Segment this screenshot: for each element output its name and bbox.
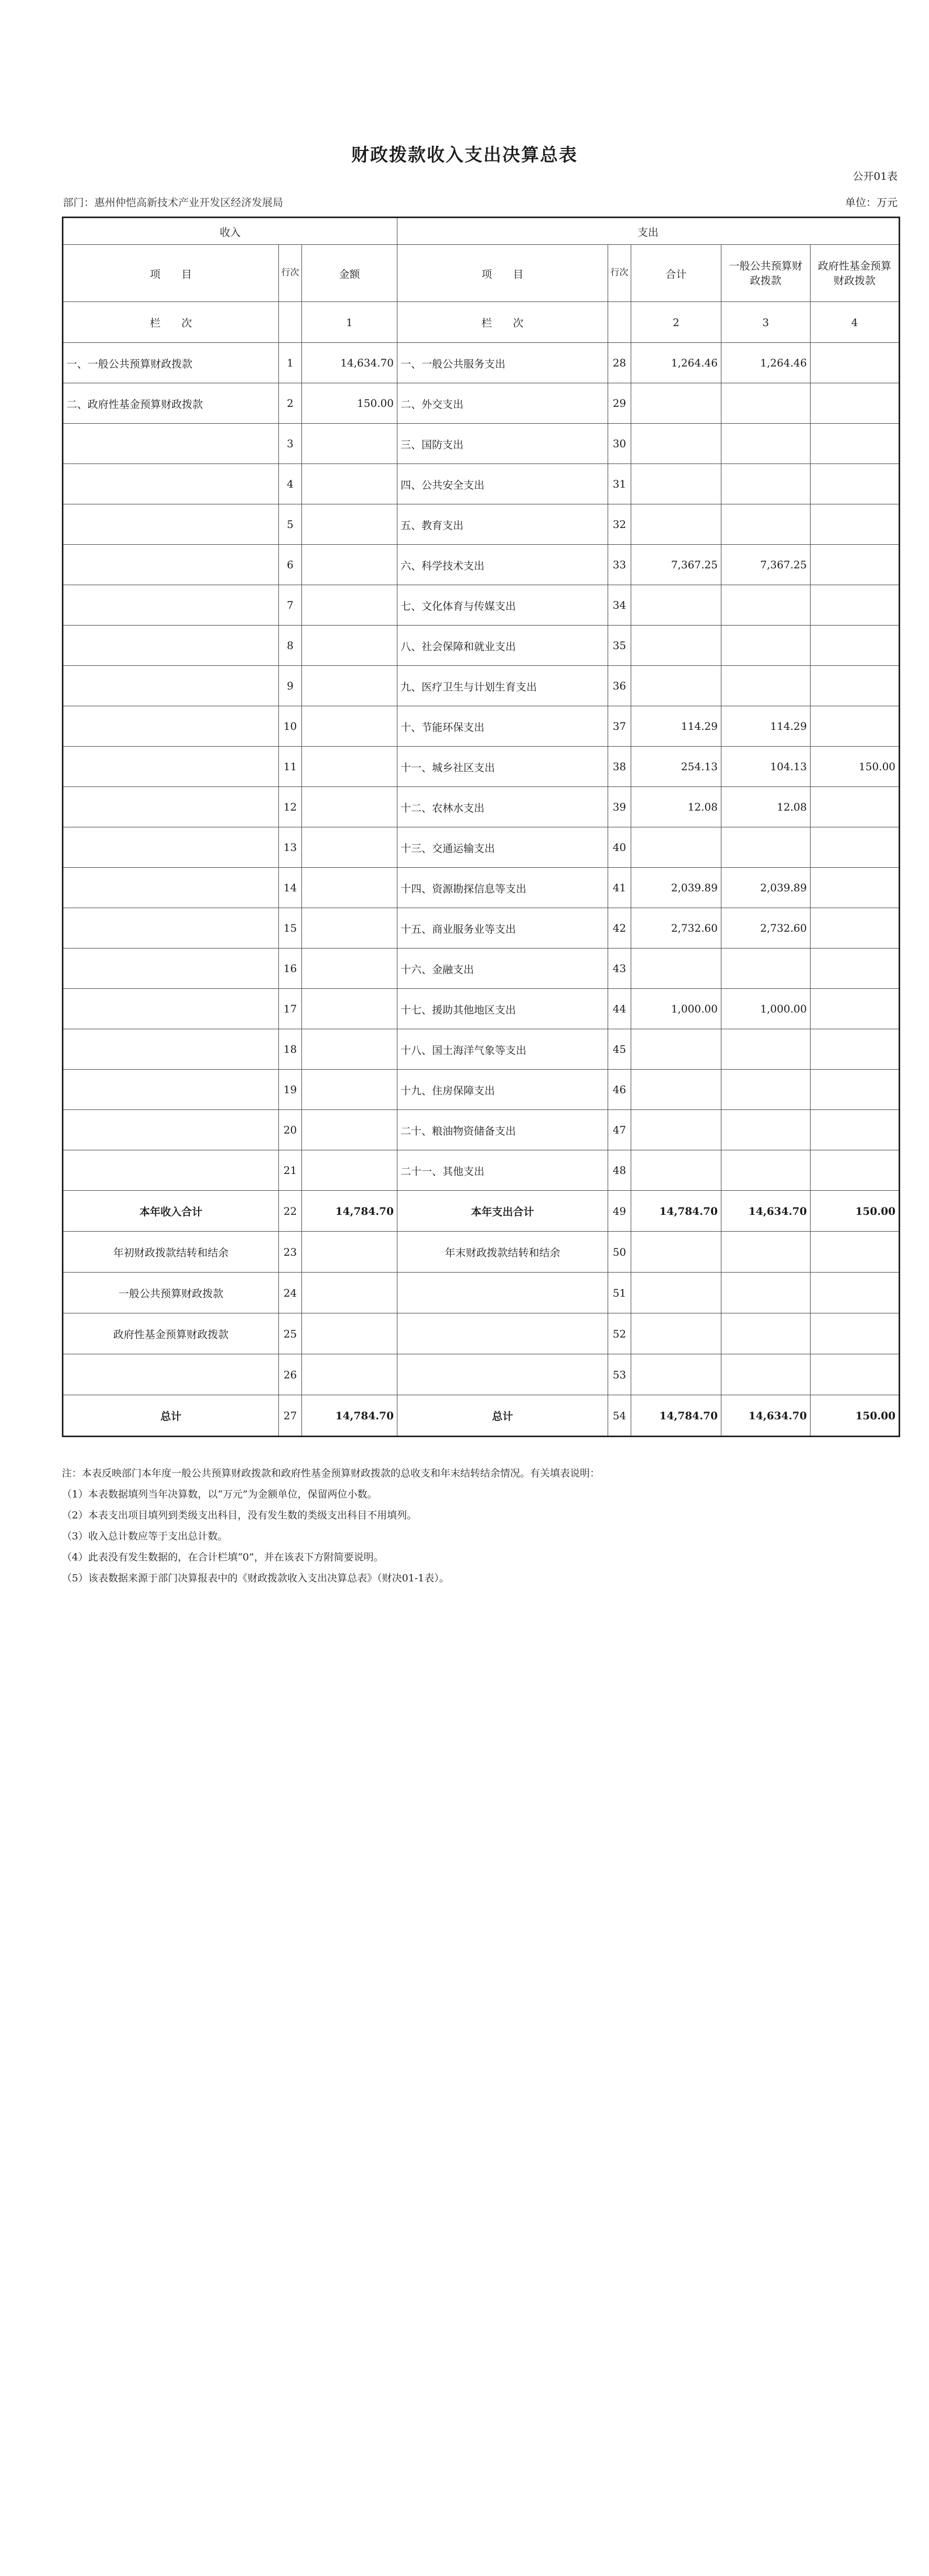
income-item (63, 626, 279, 666)
expense-gov-fund (811, 545, 900, 585)
table-row (63, 464, 900, 504)
expense-line-no: 47 (608, 1110, 631, 1150)
expense-gov-fund (811, 1029, 900, 1070)
summary-total (631, 1354, 721, 1395)
table-row (63, 787, 900, 827)
table-row (63, 827, 900, 868)
expense-item: 一、一般公共服务支出 (397, 343, 608, 383)
col-4: 4 (811, 302, 900, 343)
summary-income-item (63, 1354, 279, 1395)
income-amount (302, 585, 397, 626)
income-amount: 150.00 (302, 383, 397, 424)
note-line: （1）本表数据填列当年决算数，以“万元”为金额单位，保留两位小数。 (62, 1489, 377, 1500)
table-row (63, 545, 900, 585)
expense-total: 12.08 (631, 787, 721, 827)
expense-total: 2,732.60 (631, 908, 721, 949)
expense-line-no: 31 (608, 464, 631, 504)
summary-expense-line-no: 53 (608, 1354, 631, 1395)
summary-row (63, 1395, 900, 1437)
summary-general-budget (721, 1273, 811, 1313)
expense-gov-fund (811, 383, 900, 424)
income-line-no: 18 (279, 1029, 302, 1070)
expense-total: 7,367.25 (631, 545, 721, 585)
table-row (63, 504, 900, 545)
expense-gov-fund (811, 1070, 900, 1110)
expense-general-budget (721, 666, 811, 706)
income-amount (302, 464, 397, 504)
income-amount (302, 424, 397, 464)
expense-item: 五、教育支出 (397, 504, 608, 545)
summary-gov-fund: 150.00 (811, 1191, 900, 1232)
income-item (63, 1070, 279, 1110)
expense-item: 十一、城乡社区支出 (397, 747, 608, 787)
expense-gov-fund (811, 949, 900, 989)
income-item-header: 项 目 (63, 245, 279, 302)
expense-total (631, 827, 721, 868)
expense-gov-fund (811, 343, 900, 383)
expense-col-label: 栏 次 (397, 302, 608, 343)
income-line-no: 5 (279, 504, 302, 545)
summary-general-budget (721, 1232, 811, 1273)
expense-general-budget: 114.29 (721, 706, 811, 747)
income-item (63, 545, 279, 585)
expense-general-budget: 1,264.46 (721, 343, 811, 383)
expense-line-no: 43 (608, 949, 631, 989)
income-amount (302, 1070, 397, 1110)
summary-gov-fund (811, 1232, 900, 1273)
expense-general-budget (721, 626, 811, 666)
table-row (63, 424, 900, 464)
expense-gov-fund (811, 868, 900, 908)
gov-fund-header: 政府性基金预算财政拨款 (811, 245, 900, 302)
expense-line-no: 32 (608, 504, 631, 545)
expense-gov-fund (811, 908, 900, 949)
expense-general-budget (721, 464, 811, 504)
summary-expense-item: 年末财政拨款结转和结余 (397, 1232, 608, 1273)
summary-gov-fund: 150.00 (811, 1395, 900, 1437)
expense-gov-fund (811, 989, 900, 1029)
expense-item: 七、文化体育与传媒支出 (397, 585, 608, 626)
expense-general-budget: 2,039.89 (721, 868, 811, 908)
summary-income-amount (302, 1313, 397, 1354)
summary-income-amount (302, 1354, 397, 1395)
expense-line-no: 36 (608, 666, 631, 706)
expense-total: 1,000.00 (631, 989, 721, 1029)
form-number: 公开01表 (852, 170, 898, 182)
income-item (63, 868, 279, 908)
expense-line-no: 35 (608, 626, 631, 666)
expense-item: 十二、农林水支出 (397, 787, 608, 827)
income-line-no: 2 (279, 383, 302, 424)
summary-expense-line-no: 52 (608, 1313, 631, 1354)
expense-total (631, 1029, 721, 1070)
summary-income-amount: 14,784.70 (302, 1191, 397, 1232)
expense-item: 二十一、其他支出 (397, 1150, 608, 1191)
income-item (63, 949, 279, 989)
income-header: 收入 (63, 218, 397, 245)
income-amount (302, 545, 397, 585)
expense-line-no: 46 (608, 1070, 631, 1110)
table-row (63, 908, 900, 949)
expense-item: 四、公共安全支出 (397, 464, 608, 504)
summary-row (63, 1232, 900, 1273)
income-line-no: 6 (279, 545, 302, 585)
expense-item-header: 项 目 (397, 245, 608, 302)
expense-gov-fund: 150.00 (811, 747, 900, 787)
income-item (63, 1150, 279, 1191)
expense-general-budget (721, 585, 811, 626)
table-row (63, 1070, 900, 1110)
expense-item: 十七、援助其他地区支出 (397, 989, 608, 1029)
expense-general-budget (721, 1150, 811, 1191)
department-label: 部门：惠州仲恺高新技术产业开发区经济发展局 (63, 196, 283, 209)
notes (62, 1463, 899, 1589)
income-item (63, 1029, 279, 1070)
expense-general-budget (721, 383, 811, 424)
summary-expense-item (397, 1354, 608, 1395)
income-line-no: 4 (279, 464, 302, 504)
income-item (63, 464, 279, 504)
summary-income-line-no: 23 (279, 1232, 302, 1273)
note-line: 注：本表反映部门本年度一般公共预算财政拨款和政府性基金预算财政拨款的总收支和年末结转结余情况。有关填表说明： (62, 1468, 600, 1479)
income-line-no: 20 (279, 1110, 302, 1150)
expense-item: 十六、金融支出 (397, 949, 608, 989)
expense-item: 十、节能环保支出 (397, 706, 608, 747)
income-item (63, 747, 279, 787)
income-line-no: 8 (279, 626, 302, 666)
expense-general-budget (721, 827, 811, 868)
expense-gov-fund (811, 1110, 900, 1150)
expense-item: 十四、资源勘探信息等支出 (397, 868, 608, 908)
expense-gov-fund (811, 827, 900, 868)
summary-expense-item: 本年支出合计 (397, 1191, 608, 1232)
income-line-no: 9 (279, 666, 302, 706)
expense-general-budget: 104.13 (721, 747, 811, 787)
expense-gov-fund (811, 1150, 900, 1191)
income-amount (302, 1150, 397, 1191)
income-line-no: 12 (279, 787, 302, 827)
summary-total (631, 1273, 721, 1313)
expense-item: 十五、商业服务业等支出 (397, 908, 608, 949)
table-row (63, 1150, 900, 1191)
expense-item: 三、国防支出 (397, 424, 608, 464)
summary-row (63, 1191, 900, 1232)
expense-line-no: 30 (608, 424, 631, 464)
expense-item: 十八、国土海洋气象等支出 (397, 1029, 608, 1070)
expense-total (631, 424, 721, 464)
income-item (63, 585, 279, 626)
income-line-no: 13 (279, 827, 302, 868)
expense-total (631, 1110, 721, 1150)
summary-expense-line-no: 51 (608, 1273, 631, 1313)
summary-gov-fund (811, 1354, 900, 1395)
income-amount (302, 868, 397, 908)
table-row (63, 868, 900, 908)
income-amount: 14,634.70 (302, 343, 397, 383)
expense-line-no: 42 (608, 908, 631, 949)
expense-general-budget (721, 1110, 811, 1150)
income-amount-header: 金额 (302, 245, 397, 302)
table-row (63, 626, 900, 666)
note-line: （3）收入总计数应等于支出总计数。 (62, 1530, 228, 1542)
income-item: 一、一般公共预算财政拨款 (63, 343, 279, 383)
expense-line-no: 29 (608, 383, 631, 424)
income-amount (302, 949, 397, 989)
expense-line-no: 45 (608, 1029, 631, 1070)
expense-line-no: 48 (608, 1150, 631, 1191)
expense-item: 九、医疗卫生与计划生育支出 (397, 666, 608, 706)
income-amount (302, 706, 397, 747)
note-line: （5）该表数据来源于部门决算报表中的《财政拨款收入支出决算总表》（财决01-1表）。 (62, 1572, 449, 1584)
expense-line-no: 41 (608, 868, 631, 908)
income-item (63, 908, 279, 949)
summary-income-item: 总计 (63, 1395, 279, 1437)
income-amount (302, 1110, 397, 1150)
income-item (63, 989, 279, 1029)
expense-total (631, 383, 721, 424)
income-line-no: 16 (279, 949, 302, 989)
expense-total (631, 464, 721, 504)
col-3: 3 (721, 302, 811, 343)
table-row (63, 666, 900, 706)
summary-income-item: 年初财政拨款结转和结余 (63, 1232, 279, 1273)
expense-line-no: 44 (608, 989, 631, 1029)
income-line-no: 3 (279, 424, 302, 464)
summary-income-amount (302, 1232, 397, 1273)
expense-general-budget (721, 1029, 811, 1070)
summary-expense-item: 总计 (397, 1395, 608, 1437)
expense-total: 1,264.46 (631, 343, 721, 383)
expense-gov-fund (811, 666, 900, 706)
expense-gov-fund (811, 706, 900, 747)
expense-gov-fund (811, 464, 900, 504)
general-budget-header: 一般公共预算财政拨款 (721, 245, 811, 302)
income-line-no: 7 (279, 585, 302, 626)
expense-line-no: 28 (608, 343, 631, 383)
summary-general-budget (721, 1354, 811, 1395)
expense-line-no: 39 (608, 787, 631, 827)
expense-line-no: 38 (608, 747, 631, 787)
summary-expense-item (397, 1273, 608, 1313)
expense-general-budget (721, 949, 811, 989)
summary-total (631, 1232, 721, 1273)
summary-income-line-no: 25 (279, 1313, 302, 1354)
income-item (63, 827, 279, 868)
expense-general-budget (721, 504, 811, 545)
income-line-no: 19 (279, 1070, 302, 1110)
summary-income-line-no: 24 (279, 1273, 302, 1313)
expense-line-no: 37 (608, 706, 631, 747)
summary-expense-line-no: 49 (608, 1191, 631, 1232)
note-line: （2）本表支出项目填列到类级支出科目，没有发生数的类级支出科目不用填列。 (62, 1510, 417, 1521)
income-amount (302, 1029, 397, 1070)
expense-total (631, 626, 721, 666)
income-amount (302, 827, 397, 868)
income-item (63, 1110, 279, 1150)
summary-income-line-no: 22 (279, 1191, 302, 1232)
income-item (63, 504, 279, 545)
expense-item: 十九、住房保障支出 (397, 1070, 608, 1110)
income-item (63, 706, 279, 747)
summary-expense-line-no: 50 (608, 1232, 631, 1273)
expense-line-no: 40 (608, 827, 631, 868)
expense-gov-fund (811, 424, 900, 464)
summary-total: 14,784.70 (631, 1395, 721, 1437)
unit-label: 单位：万元 (845, 196, 898, 209)
col-1: 1 (302, 302, 397, 343)
summary-row (63, 1273, 900, 1313)
table-row (63, 989, 900, 1029)
expense-general-budget: 7,367.25 (721, 545, 811, 585)
expense-general-budget: 1,000.00 (721, 989, 811, 1029)
summary-row (63, 1313, 900, 1354)
summary-expense-line-no: 54 (608, 1395, 631, 1437)
expense-item: 六、科学技术支出 (397, 545, 608, 585)
table-row (63, 585, 900, 626)
income-line-header: 行次 (279, 245, 302, 302)
income-line-no: 21 (279, 1150, 302, 1191)
summary-income-item: 一般公共预算财政拨款 (63, 1273, 279, 1313)
total-header: 合计 (631, 245, 721, 302)
expense-gov-fund (811, 787, 900, 827)
expense-total: 254.13 (631, 747, 721, 787)
expense-header: 支出 (397, 218, 900, 245)
summary-income-amount: 14,784.70 (302, 1395, 397, 1437)
expense-total: 2,039.89 (631, 868, 721, 908)
income-amount (302, 989, 397, 1029)
expense-total (631, 585, 721, 626)
table-row (63, 383, 900, 424)
income-col-label: 栏 次 (63, 302, 279, 343)
expense-general-budget: 12.08 (721, 787, 811, 827)
income-line-no: 14 (279, 868, 302, 908)
summary-income-item: 本年收入合计 (63, 1191, 279, 1232)
expense-total: 114.29 (631, 706, 721, 747)
expense-total (631, 949, 721, 989)
expense-line-header: 行次 (608, 245, 631, 302)
expense-line-no: 33 (608, 545, 631, 585)
expense-line-no: 34 (608, 585, 631, 626)
expense-item: 十三、交通运输支出 (397, 827, 608, 868)
summary-gov-fund (811, 1273, 900, 1313)
expense-general-budget (721, 1070, 811, 1110)
income-line-no: 1 (279, 343, 302, 383)
expense-gov-fund (811, 626, 900, 666)
income-item (63, 424, 279, 464)
income-amount (302, 747, 397, 787)
summary-income-item: 政府性基金预算财政拨款 (63, 1313, 279, 1354)
expense-item: 八、社会保障和就业支出 (397, 626, 608, 666)
summary-general-budget (721, 1313, 811, 1354)
table-row (63, 706, 900, 747)
table-row (63, 1110, 900, 1150)
income-amount (302, 787, 397, 827)
expense-general-budget (721, 424, 811, 464)
note-line: （4）此表没有发生数据的，在合计栏填“0”，并在该表下方附简要说明。 (62, 1551, 384, 1563)
income-item (63, 787, 279, 827)
income-amount (302, 908, 397, 949)
summary-income-line-no: 27 (279, 1395, 302, 1437)
income-amount (302, 504, 397, 545)
summary-total (631, 1313, 721, 1354)
col-2: 2 (631, 302, 721, 343)
page-title: 财政拨款收入支出决算总表 (351, 145, 578, 166)
summary-income-line-no: 26 (279, 1354, 302, 1395)
income-line-no: 17 (279, 989, 302, 1029)
summary-total: 14,784.70 (631, 1191, 721, 1232)
summary-income-amount (302, 1273, 397, 1313)
summary-general-budget: 14,634.70 (721, 1191, 811, 1232)
expense-item: 二十、粮油物资储备支出 (397, 1110, 608, 1150)
summary-expense-item (397, 1313, 608, 1354)
income-item: 二、政府性基金预算财政拨款 (63, 383, 279, 424)
table-row (63, 949, 900, 989)
expense-total (631, 1150, 721, 1191)
income-line-no: 10 (279, 706, 302, 747)
summary-gov-fund (811, 1313, 900, 1354)
income-amount (302, 666, 397, 706)
expense-total (631, 1070, 721, 1110)
expense-item: 二、外交支出 (397, 383, 608, 424)
expense-total (631, 666, 721, 706)
summary-general-budget: 14,634.70 (721, 1395, 811, 1437)
income-line-no: 15 (279, 908, 302, 949)
income-item (63, 666, 279, 706)
expense-gov-fund (811, 504, 900, 545)
income-amount (302, 626, 397, 666)
budget-table (62, 217, 900, 1437)
expense-total (631, 504, 721, 545)
table-row (63, 343, 900, 383)
expense-general-budget: 2,732.60 (721, 908, 811, 949)
expense-gov-fund (811, 585, 900, 626)
income-line-no: 11 (279, 747, 302, 787)
table-row (63, 747, 900, 787)
table-row (63, 1029, 900, 1070)
summary-row (63, 1354, 900, 1395)
